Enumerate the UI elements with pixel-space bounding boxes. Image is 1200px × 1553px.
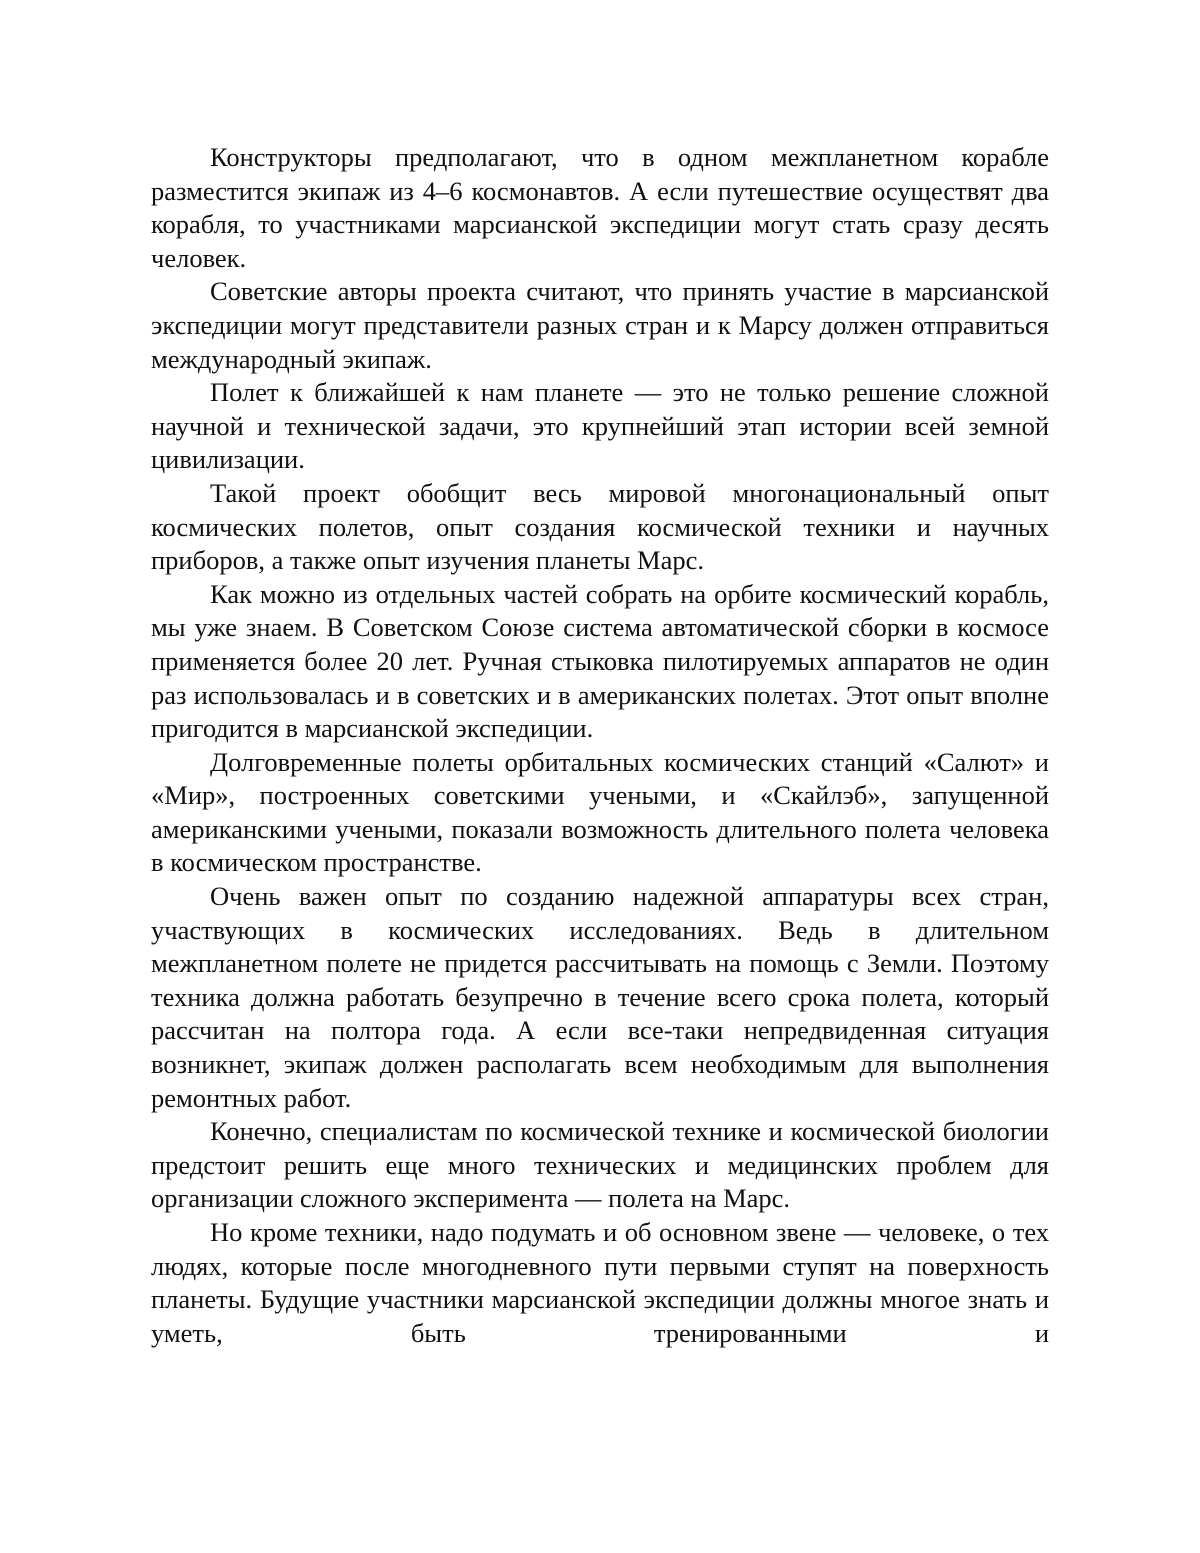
paragraph-4: Такой проект обобщит весь мировой многонациональный опыт космических полетов, опыт создания космической техники и научных приборов, а также опыт изучения планеты Марс.	[151, 477, 1049, 576]
paragraph-6: Долговременные полеты орбитальных космических станций «Салют» и «Мир», построенных советскими учеными, и «Скайлэб», запущенной американскими учеными, показали возможность длительного полета человека в космическом пространстве.	[151, 746, 1049, 878]
paragraph-5: Как можно из отдельных частей собрать на орбите космический корабль, мы уже знаем. В Советском Союзе система автоматической сборки в космосе применяется более 20 лет. Ручная стыковка пилотируемых аппаратов не один раз использовалась и в советских и в американских полетах. Этот опыт вполне пригодится в марсианской экспедиции.	[151, 578, 1049, 744]
paragraph-2: Советские авторы проекта считают, что принять участие в марсианской экспедиции могут представители разных стран и к Марсу должен отправиться международный экипаж.	[151, 276, 1049, 374]
paragraph-9: Но кроме техники, надо подумать и об основном звене — человеке, о тех людях, которые после многодневного пути первыми ступят на поверхность планеты. Будущие участники марсианской экспедиции должны многое знать и уметь, быть тренированными и	[151, 1217, 1049, 1348]
document-body	[151, 141, 1049, 1350]
paragraph-3: Полет к ближайшей к нам планете — это не только решение сложной научной и технической задачи, это крупнейший этап истории всей земной цивилизации.	[151, 377, 1049, 475]
paragraph-1: Конструкторы предполагают, что в одном межпланетном корабле разместится экипаж из 4–6 космонавтов. А если путешествие осуществят два корабля, то участниками марсианской экспедиции могут стать сразу десять человек.	[151, 142, 1049, 273]
paragraph-7: Очень важен опыт по созданию надежной аппаратуры всех стран, участвующих в космических исследованиях. Ведь в длительном межпланетном полете не придется рассчитывать на помощь с Земли. Поэтому техника должна работать безупречно в течение всего срока полета, который рассчитан на полтора года. А если все-таки непредвиденная ситуация возникнет, экипаж должен располагать всем необходимым для выполнения ремонтных работ.	[151, 881, 1049, 1113]
paragraph-8: Конечно, специалистам по космической технике и космической биологии предстоит решить еще много технических и медицинских проблем для организации сложного эксперимента — полета на Марс.	[151, 1116, 1049, 1214]
